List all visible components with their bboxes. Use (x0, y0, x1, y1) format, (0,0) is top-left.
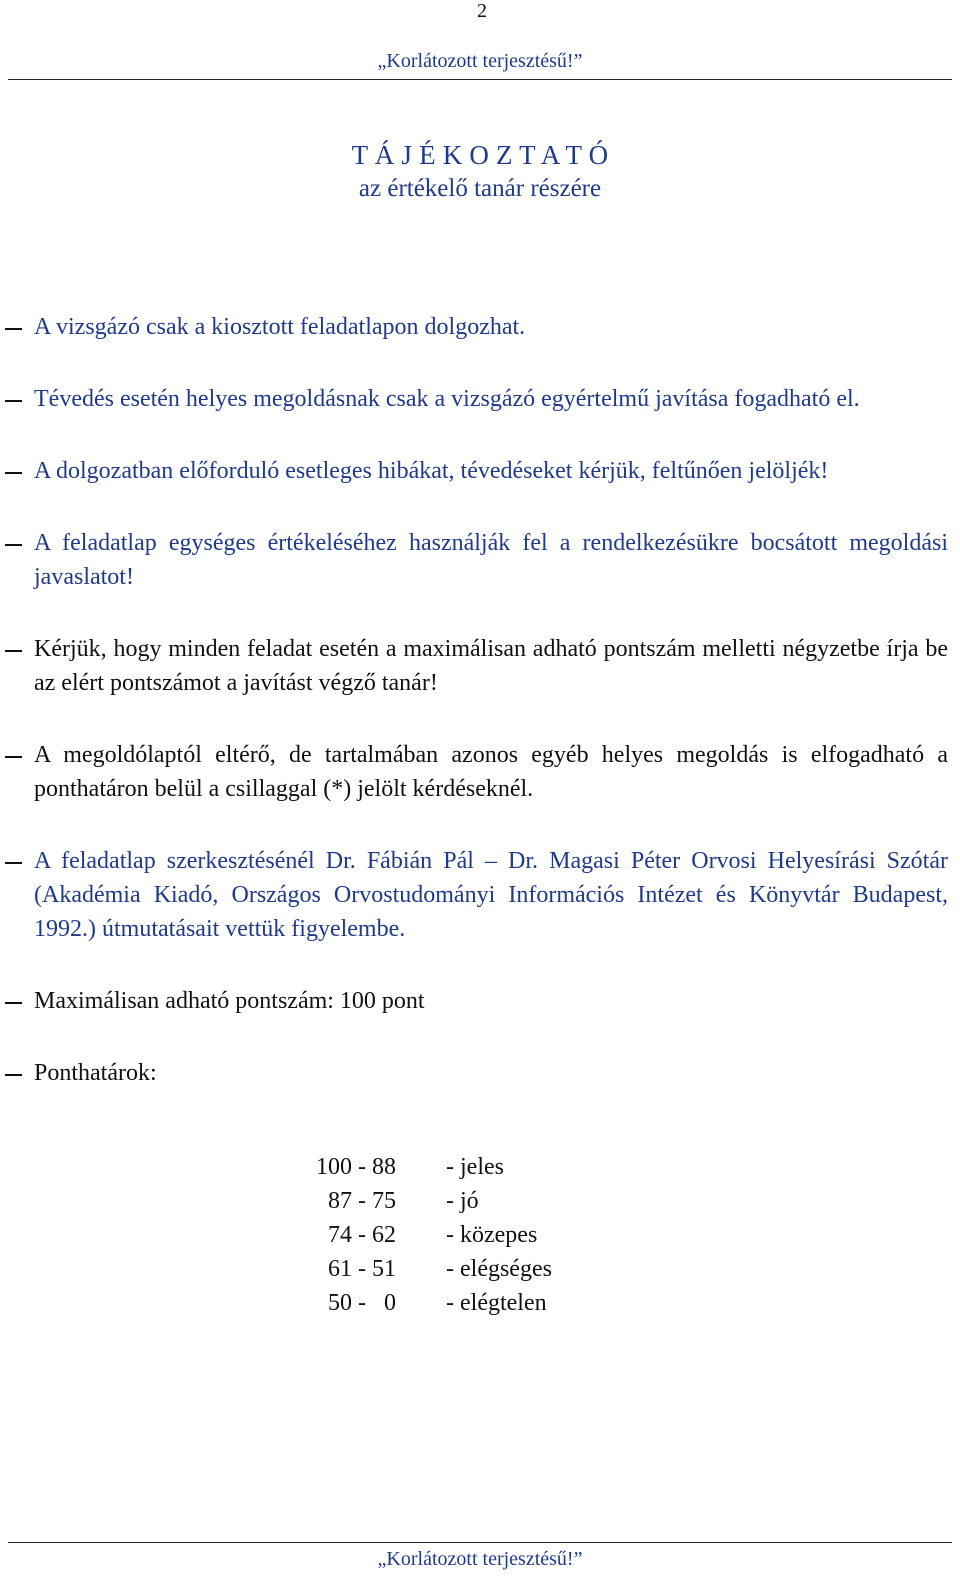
instruction-item: Tévedés esetén helyes megoldásnak csak a vizsgázó egyértelmű javítása fogadható el. (34, 382, 948, 416)
grade-range: 61 - 51 (328, 1256, 396, 1282)
grade-label: - elégséges (446, 1256, 552, 1282)
instruction-item: A dolgozatban előforduló esetleges hibákat, tévedéseket kérjük, feltűnően jelöljék! (34, 454, 948, 488)
title-block (0, 138, 960, 206)
instruction-item-grade-limits: Ponthatárok: (34, 1056, 948, 1090)
grade-range: 100 - 88 (316, 1154, 396, 1180)
document-subtitle: az értékelő tanár részére (358, 175, 602, 202)
instruction-list (34, 310, 948, 1128)
grade-label: - elégtelen (446, 1290, 547, 1316)
instruction-item: A vizsgázó csak a kiosztott feladatlapon dolgozhat. (34, 310, 948, 344)
document-title: T Á J É K O Z T A T Ó (351, 140, 609, 170)
grade-limits-table (290, 1150, 552, 1320)
header-rule (8, 79, 952, 80)
grade-row (290, 1252, 552, 1286)
grade-label: - jó (446, 1188, 479, 1214)
page-number: 2 (477, 0, 487, 22)
grade-row (290, 1150, 552, 1184)
grade-range: 74 - 62 (328, 1222, 396, 1248)
instruction-item: A megoldólaptól eltérő, de tartalmában azonos egyéb helyes megoldás is elfogadható a ponthatáron belül a csillaggal (*) jelölt kérdéseknél. (34, 738, 948, 806)
grade-row (290, 1286, 552, 1320)
header-distribution-label: „Korlátozott terjesztésű!” (377, 50, 583, 72)
instruction-item: A feladatlap szerkesztésénél Dr. Fábián Pál – Dr. Magasi Péter Orvosi Helyesírási Szótár (Akadémia Kiadó, Országos Orvostudományi Információs Intézet és Könyvtár Budapest, 1992.) útmutatásait vettük figyelembe. (34, 844, 948, 946)
grade-label: - közepes (446, 1222, 538, 1248)
grade-label: - jeles (446, 1154, 504, 1180)
instruction-item: Kérjük, hogy minden feladat esetén a maximálisan adható pontszám melletti négyzetbe írja be az elért pontszámot a javítást végző tanár! (34, 632, 948, 700)
footer-distribution-label: „Korlátozott terjesztésű!” (377, 1548, 583, 1570)
footer-rule (8, 1542, 952, 1543)
grade-row (290, 1218, 552, 1252)
grade-row (290, 1184, 552, 1218)
instruction-item-max-score: Maximálisan adható pontszám: 100 pont (34, 984, 948, 1018)
grade-range: 50 - 0 (328, 1290, 396, 1316)
instruction-item: A feladatlap egységes értékeléséhez használják fel a rendelkezésükre bocsátott megoldási javaslatot! (34, 526, 948, 594)
grade-range: 87 - 75 (328, 1188, 396, 1214)
